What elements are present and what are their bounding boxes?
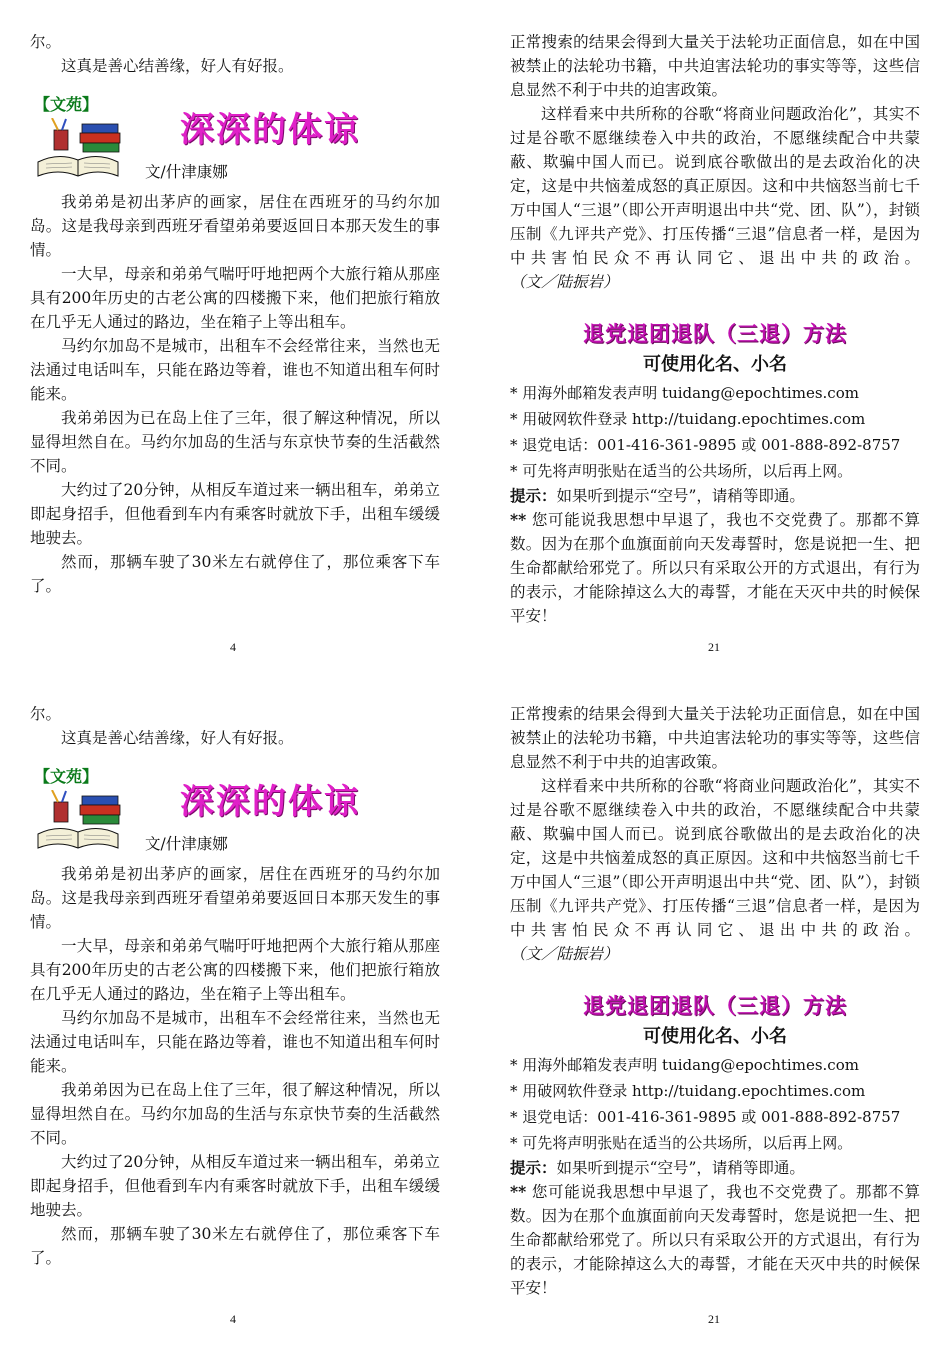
quit-bullet: * 用海外邮箱发表声明 tuidang@epochtimes.com (510, 1056, 859, 1074)
note-text: 您可能说我思想中早退了，我也不交党费了。那都不算数。因为在那个血旗面前向天发毒誓时，您是说把一生、把生命都献给邪党了。所以只有采取公开的方式退出，有行为的表示，才能除掉这么大的毒誓，才能在天灭中共的时候保平安！ (510, 1183, 920, 1297)
closing-line: 这真是善心结善缘，好人有好报。 (61, 729, 294, 747)
story-paragraph: 然而，那辆车驶了30米左右就停住了，那位乘客下车了。 (30, 553, 440, 595)
section-tag: 【文苑】 (34, 95, 99, 114)
quit-note (510, 508, 920, 628)
story-paragraph: 我弟弟是初出茅庐的画家，居住在西班牙的马约尔加岛。这是我母亲到西班牙看望弟弟要返回日本那天发生的事情。 (30, 865, 440, 931)
quit-title: 退党退团退队（三退）方法 (583, 322, 847, 346)
note-stars: ** (510, 510, 527, 529)
left-column (30, 702, 440, 1270)
article-paragraph: 正常搜索的结果会得到大量关于法轮功正面信息，如在中国被禁止的法轮功书籍，中共迫害法轮功的事实等等，这些信息显然不利于中共的迫害政策。 (510, 33, 920, 99)
quit-tip (510, 484, 920, 508)
note-text: 您可能说我思想中早退了，我也不交党费了。那都不算数。因为在那个血旗面前向天发毒誓时，您是说把一生、把生命都献给邪党了。所以只有采取公开的方式退出，有行为的表示，才能除掉这么大的毒誓，才能在天灭中共的时候保平安！ (510, 511, 920, 625)
story-paragraph: 我弟弟是初出茅庐的画家，居住在西班牙的马约尔加岛。这是我母亲到西班牙看望弟弟要返回日本那天发生的事情。 (30, 193, 440, 259)
quit-title: 退党退团退队（三退）方法 (583, 994, 847, 1018)
tip-text: 如果听到提示“空号”，请稍等即通。 (556, 487, 805, 505)
quit-bullet: * 可先将声明张贴在适当的公共场所，以后再上网。 (510, 1134, 853, 1152)
story-paragraph: 大约过了20分钟，从相反车道过来一辆出租车，弟弟立即起身招手，但他看到车内有乘客时就放下手，出租车缓缓地驶去。 (30, 481, 440, 547)
story-title: 深深的体谅 (180, 110, 360, 150)
story-paragraph: 大约过了20分钟，从相反车道过来一辆出租车，弟弟立即起身招手，但他看到车内有乘客时就放下手，出租车缓缓地驶去。 (30, 1153, 440, 1219)
story-title: 深深的体谅 (180, 782, 360, 822)
story-paragraph: 然而，那辆车驶了30米左右就停住了，那位乘客下车了。 (30, 1225, 440, 1267)
quit-bullet: * 退党电话：001-416-361-9895 或 001-888-892-8757 (510, 1108, 901, 1126)
note-stars: ** (510, 1182, 527, 1201)
carry-over-text: 尔。 (30, 705, 62, 723)
closing-line: 这真是善心结善缘，好人有好报。 (61, 57, 294, 75)
sheet-bottom (0, 672, 950, 1344)
story-paragraph: 马约尔加岛不是城市，出租车不会经常往来，当然也无法通过电话叫车，只能在路边等着，谁也不知道出租车何时能来。 (30, 337, 440, 403)
story-paragraph: 我弟弟因为已在岛上住了三年，很了解这种情况，所以显得坦然自在。马约尔加岛的生活与东京快节奏的生活截然不同。 (30, 1081, 440, 1147)
left-column (30, 30, 440, 598)
quit-bullet: * 用破网软件登录 http://tuidang.epochtimes.com (510, 1082, 866, 1100)
quit-tip (510, 1156, 920, 1180)
right-column (510, 702, 920, 1300)
story-paragraph: 马约尔加岛不是城市，出租车不会经常往来，当然也无法通过电话叫车，只能在路边等着，谁也不知道出租车何时能来。 (30, 1009, 440, 1075)
article-paragraph-text: 这样看来中共所称的谷歌“将商业问题政治化”，其实不过是谷歌不愿继续卷入中共的政治，不愿继续配合中共蒙蔽、欺骗中国人而已。说到底谷歌做出的是去政治化的决定，这是中共恼羞成怒的真正原因。这和中共恼怒当前七千万中国人“三退”（即公开声明退出中共“党、团、队”），封锁压制《九评共产党》、打压传播“三退”信息者一样，是因为中共害怕民众不再认同它、退出中共的政治。 (510, 777, 920, 939)
story-paragraph: 我弟弟因为已在岛上住了三年，很了解这种情况，所以显得坦然自在。马约尔加岛的生活与东京快节奏的生活截然不同。 (30, 409, 440, 475)
article-paragraph (510, 102, 920, 294)
tip-label: 提示： (510, 1159, 557, 1177)
carry-over-text: 尔。 (30, 33, 62, 51)
page-number-right: 21 (708, 640, 720, 654)
article-signature: （文／陆振岩） (510, 945, 619, 963)
story-header (30, 92, 440, 190)
quit-bullet: * 可先将声明张贴在适当的公共场所，以后再上网。 (510, 462, 853, 480)
story-paragraph: 一大早，母亲和弟弟气喘吁吁地把两个大旅行箱从那座具有200年历史的古老公寓的四楼搬下来，他们把旅行箱放在几乎无人通过的路边，坐在箱子上等出租车。 (30, 265, 440, 331)
article-paragraph-text: 这样看来中共所称的谷歌“将商业问题政治化”，其实不过是谷歌不愿继续卷入中共的政治，不愿继续配合中共蒙蔽、欺骗中国人而已。说到底谷歌做出的是去政治化的决定，这是中共恼羞成怒的真正原因。这和中共恼怒当前七千万中国人“三退”（即公开声明退出中共“党、团、队”），封锁压制《九评共产党》、打压传播“三退”信息者一样，是因为中共害怕民众不再认同它、退出中共的政治。 (510, 105, 920, 267)
sheet-top (0, 0, 950, 672)
story-header (30, 764, 440, 862)
section-tag: 【文苑】 (34, 767, 99, 786)
story-byline: 文/什津康娜 (145, 163, 228, 181)
quit-note (510, 1180, 920, 1300)
quit-bullet: * 退党电话：001-416-361-9895 或 001-888-892-8757 (510, 436, 901, 454)
tip-label: 提示： (510, 487, 557, 505)
books-illustration-icon (34, 790, 124, 854)
right-column (510, 30, 920, 628)
quit-bullet: * 用海外邮箱发表声明 tuidang@epochtimes.com (510, 384, 859, 402)
tip-text: 如果听到提示“空号”，请稍等即通。 (556, 1159, 805, 1177)
article-signature: （文／陆振岩） (510, 273, 619, 291)
story-byline: 文/什津康娜 (145, 835, 228, 853)
story-paragraph: 一大早，母亲和弟弟气喘吁吁地把两个大旅行箱从那座具有200年历史的古老公寓的四楼搬下来，他们把旅行箱放在几乎无人通过的路边，坐在箱子上等出租车。 (30, 937, 440, 1003)
books-illustration-icon (34, 118, 124, 182)
page-number-left: 4 (230, 1312, 236, 1326)
article-paragraph (510, 774, 920, 966)
page-number-left: 4 (230, 640, 236, 654)
quit-subtitle: 可使用化名、小名 (643, 1026, 787, 1047)
quit-bullet: * 用破网软件登录 http://tuidang.epochtimes.com (510, 410, 866, 428)
quit-subtitle: 可使用化名、小名 (643, 354, 787, 375)
article-paragraph: 正常搜索的结果会得到大量关于法轮功正面信息，如在中国被禁止的法轮功书籍，中共迫害法轮功的事实等等，这些信息显然不利于中共的迫害政策。 (510, 705, 920, 771)
page-number-right: 21 (708, 1312, 720, 1326)
